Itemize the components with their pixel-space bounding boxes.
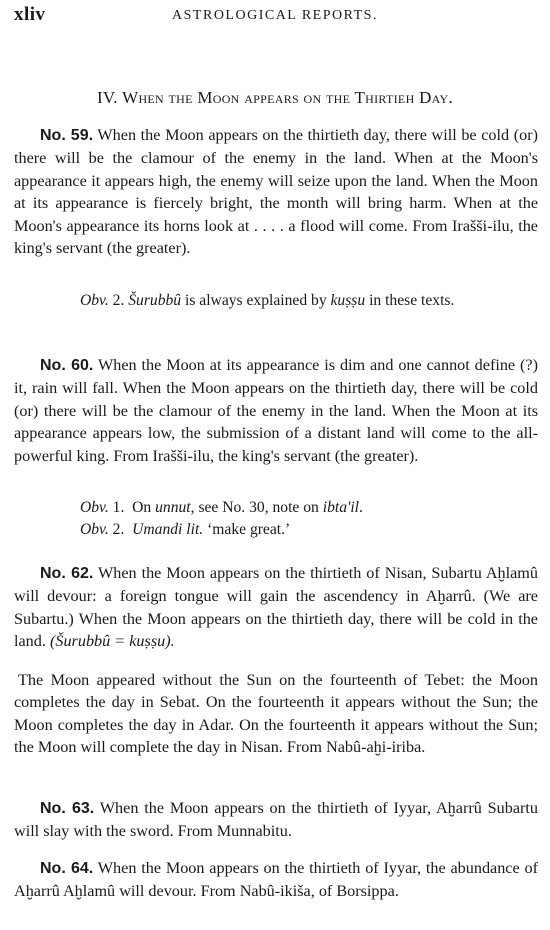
note-ref: Obv. xyxy=(80,521,109,538)
entry-number: No. 62. xyxy=(40,565,94,582)
note-num: 1. xyxy=(112,499,125,516)
note-term: unnut xyxy=(155,499,191,516)
entry-text: When the Moon appears on the thirtieth of Iyyar, Aḫarrû Subartu will slay with the sword. From Munnabitu. xyxy=(14,799,538,841)
note-term: Umandi lit. xyxy=(132,521,204,538)
running-title: ASTROLOGICAL REPORTS. xyxy=(172,8,378,23)
note-59 xyxy=(80,290,538,313)
note-60a xyxy=(80,497,538,520)
note-ref: Obv. xyxy=(80,499,109,516)
entry-text: When the Moon at its appearance is dim and one cannot define (?) it, rain will fall. When the Moon appears on the thirtieth day, there will be cold (or) there will be the clamour of the enemy in the land. When the Moon at its appearance appears low, the submission of a distant land will come to the all-powerful king. From Irašši-ilu, the king's servant (the greater). xyxy=(14,356,538,465)
note-pre: On xyxy=(132,499,156,516)
note-term2: ibta'il xyxy=(322,499,359,516)
entry-62-continuation xyxy=(14,669,538,759)
section-heading-text: IV. When the Moon appears on the Thirtieh Day. xyxy=(96,88,454,107)
entry-62 xyxy=(14,562,538,653)
entry-number: No. 60. xyxy=(40,357,94,374)
note-num: 2. xyxy=(112,521,125,538)
note-end: ‘make great.’ xyxy=(203,521,291,538)
entry-inline-note-cont: kuṣṣu). xyxy=(129,632,175,651)
entry-59 xyxy=(14,124,538,259)
note-mid: , see No. 30, note on xyxy=(190,499,323,516)
page-header xyxy=(0,4,550,32)
note-term2: kuṣṣu xyxy=(330,292,366,309)
entry-number: No. 59. xyxy=(40,127,94,144)
entry-inline-note: (Šurubbû = xyxy=(49,632,126,651)
section-heading xyxy=(0,88,550,108)
entry-text: The Moon appeared without the Sun on the fourteenth of Tebet: the Moon completes the day in Sebat. On the fourteenth it appears without the Sun; the Moon completes the day in Adar. On the fourteenth it appears without the Sun; the Moon will complete the day in Nisan. From Nabû-aḫi-iriba. xyxy=(14,671,538,757)
note-mid: is always explained by xyxy=(181,292,331,309)
note-num: 2. xyxy=(112,292,125,309)
entry-number: No. 63. xyxy=(40,800,95,817)
entry-64 xyxy=(14,857,538,903)
entry-60 xyxy=(14,354,538,467)
note-end: . xyxy=(359,499,363,516)
note-ref: Obv. xyxy=(80,292,109,309)
entry-text: When the Moon appears on the thirtieth of Iyyar, the abundance of Aḫarrû Aḫlamû will devour. From Nabû-ikiša, of Borsippa. xyxy=(14,859,538,901)
note-term: Šurubbû xyxy=(128,292,182,309)
entry-text: When the Moon appears on the thirtieth of Nisan, Subartu Aḫlamû will devour: a foreign tongue will gain the ascendency in Aḫarrû. (We are Subartu.) When the Moon appears on the thirtieth day, there will be cold in the land. xyxy=(14,564,538,651)
entry-number: No. 64. xyxy=(40,860,94,877)
entry-63 xyxy=(14,797,538,843)
page-number: xliv xyxy=(14,4,46,25)
entry-text: When the Moon appears on the thirtieth day, there will be cold (or) there will be the clamour of the enemy in the land. When at the Moon's appearance it appears high, the enemy will seize upon the land. When the Moon at its appearance is fiercely bright, the month will bring harm. When at the Moon's appearance its horns look at . . . . a flood will come. From Irašši-ilu, the king's servant (the greater). xyxy=(14,126,538,258)
note-60b xyxy=(80,519,538,542)
note-end: in these texts. xyxy=(365,292,455,309)
